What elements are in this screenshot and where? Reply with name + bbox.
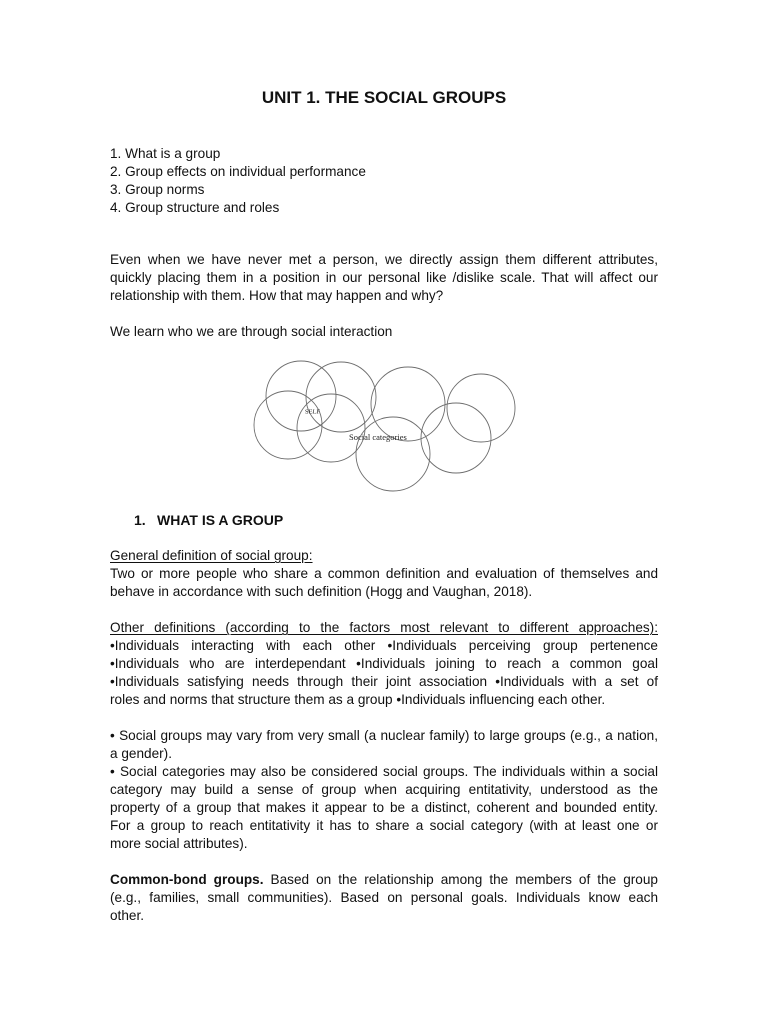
diagram-circle: [254, 391, 322, 459]
paragraph-line: other.: [110, 908, 145, 923]
contents-list: [110, 145, 658, 217]
paragraph-text: Based on the relationship among the members of the group: [270, 872, 658, 887]
bullet-line: category may build a sense of group when acquiring entitativity, understood as the: [110, 782, 658, 797]
paragraph-line: Two or more people who share a common definition and evaluation of themselves and: [110, 566, 658, 581]
diagram-circle: [297, 394, 365, 462]
section-number: 1.: [134, 512, 146, 528]
contents-item: 3. Group norms: [110, 182, 205, 197]
social-interaction-paragraph: [110, 323, 658, 341]
diagram-circle: [356, 417, 430, 491]
paragraph-line: behave in accordance with such definition (Hogg and Vaughan, 2018).: [110, 584, 533, 599]
self-label: SELF: [305, 408, 321, 416]
diagram-circle: [421, 403, 491, 473]
contents-item: 4. Group structure and roles: [110, 200, 280, 215]
paragraph-line: Even when we have never met a person, we directly assign them different attributes,: [110, 252, 658, 267]
paragraph-line: relationship with them. How that may happen and why?: [110, 288, 444, 303]
section-title: WHAT IS A GROUP: [157, 512, 284, 528]
paragraph-line: [110, 871, 658, 889]
diagram-circle: [371, 367, 445, 441]
paragraph-line: (e.g., families, small communities). Based on personal goals. Individuals know each: [110, 890, 658, 905]
bullet-line: property of a group that makes it appear to be a distinct, coherent and bounded entity.: [110, 800, 658, 815]
general-definition-heading: General definition of social group:: [110, 548, 313, 563]
bullet-line: • Social categories may also be considered social groups. The individuals within a social: [110, 764, 658, 779]
bullet-line: • Social groups may vary from very small (a nuclear family) to large groups (e.g., a nation,: [110, 728, 658, 743]
page-title: UNIT 1. THE SOCIAL GROUPS: [261, 88, 507, 107]
paragraph-line: •Individuals satisfying needs through their joint association •Individuals with a set of: [110, 674, 658, 689]
paragraph-line: •Individuals who are interdependant •Individuals joining to reach a common goal: [110, 656, 658, 671]
other-definitions: [110, 619, 658, 709]
diagram-circle: [266, 361, 336, 431]
other-definitions-heading: Other definitions (according to the factors most relevant to different approaches):: [110, 620, 658, 635]
paragraph-line: •Individuals interacting with each other •Individuals perceiving group pertenence: [110, 638, 658, 653]
bullet-line: a gender).: [110, 746, 172, 761]
paragraph-line: roles and norms that structure them as a group •Individuals influencing each other.: [110, 692, 606, 707]
social-categories-label: Social categories: [349, 432, 407, 442]
section-heading: [134, 511, 283, 529]
social-categories-diagram: [250, 358, 525, 495]
diagram-circle: [447, 374, 515, 442]
general-definition: [110, 547, 658, 601]
intro-paragraph: [110, 251, 658, 305]
common-bond-term: Common-bond groups.: [110, 872, 264, 887]
bullet-line: For a group to reach entitativity it has to share a social category (with at least one or: [110, 818, 658, 833]
bullet-line: more social attributes).: [110, 836, 248, 851]
paragraph-line: quickly placing them in a position in our personal like /dislike scale. That will affect our: [110, 270, 658, 285]
contents-item: 1. What is a group: [110, 146, 221, 161]
common-bond-paragraph: [110, 871, 658, 925]
contents-item: 2. Group effects on individual performance: [110, 164, 366, 179]
bullet-list: [110, 727, 658, 853]
paragraph-line: We learn who we are through social interaction: [110, 324, 393, 339]
